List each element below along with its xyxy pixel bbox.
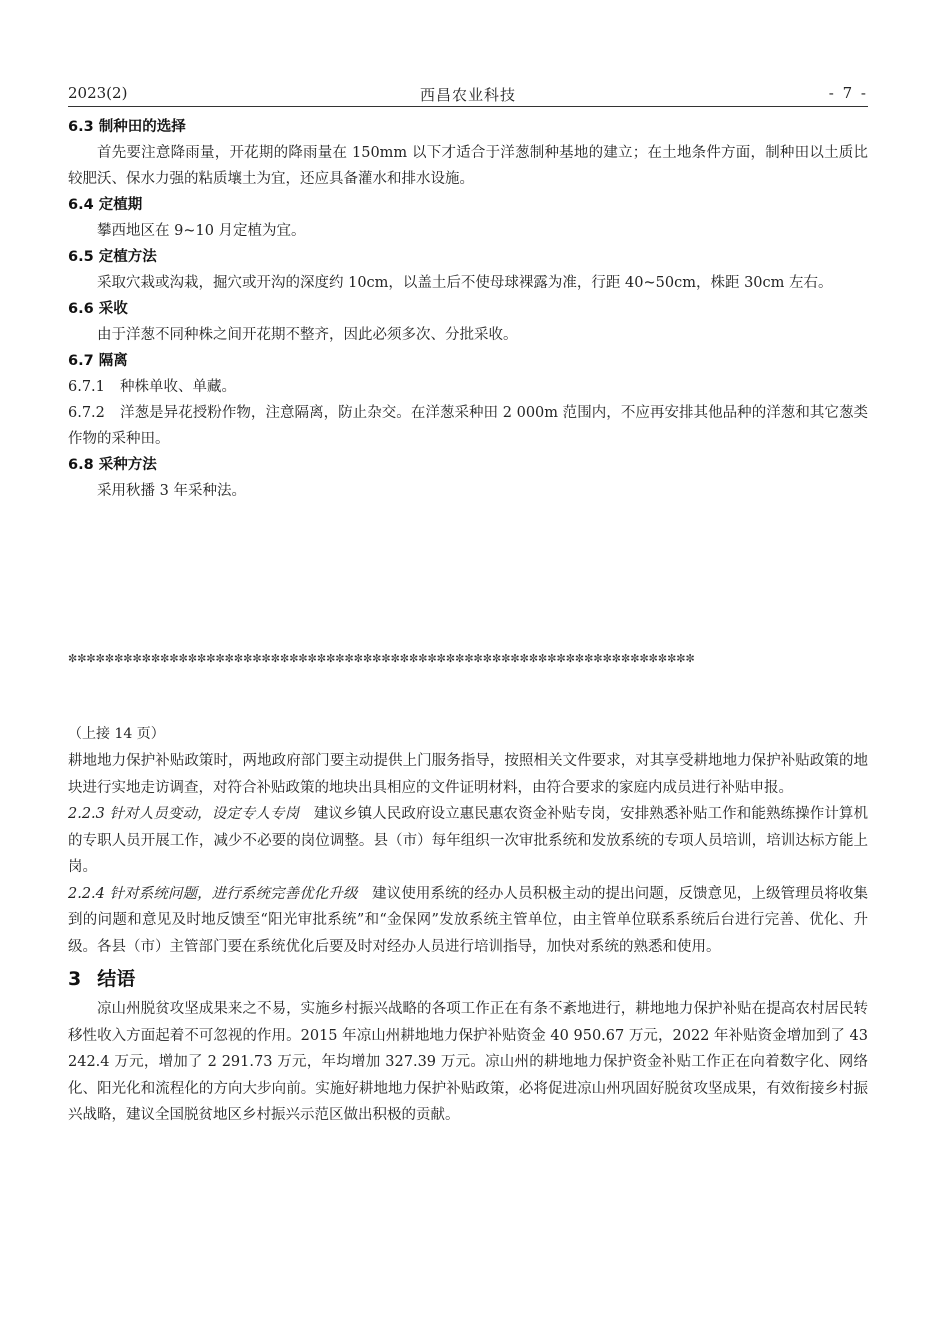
paragraph-6-4: 攀西地区在 9~10 月定植为宜。 [97, 223, 306, 239]
heading-6-6: 6.6 采收 [68, 301, 128, 317]
text-2-2-3: 建议乡镇人民政府设立惠民惠农资金补贴专岗，安排熟悉补贴工作和能熟练操作计算机的专职人员开展工作，减少不必要的岗位调整。县（市）每年组织一次审批系统和发放系统的专项人员培训，培训达标方能上岗。 [68, 806, 868, 875]
item-6-7-1 [68, 374, 868, 400]
heading-6-8: 6.8 采种方法 [68, 457, 157, 473]
conclusion-paragraph: 凉山州脱贫攻坚成果来之不易，实施乡村振兴战略的各项工作正在有条不紊地进行，耕地地力保护补贴在提高农村居民转移性收入方面起着不可忽视的作用。2015 年凉山州耕地地力保护补贴资金 40 950.67 万元，2022 年补贴资金增加到了 43 242.4 万元，增加了 2 291.73 万元，年均增加 327.39 万元。凉山州的耕地地力保护资金补贴工作正在向着数字化、网络化、阳光化和流程化的方向大步向前。实施好耕地地力保护补贴政策，必将促进凉山州巩固好脱贫攻坚成果，有效衔接乡村振兴战略，建议全国脱贫地区乡村振兴示范区做出积极的贡献。 [68, 1001, 868, 1123]
heading-conclusion [68, 962, 868, 996]
journal-title: 西昌农业科技 [419, 86, 516, 104]
heading-6-3: 6.3 制种田的选择 [68, 119, 186, 135]
text-2-2-4: 建议使用系统的经办人员积极主动的提出问题，反馈意见，上级管理员将收集到的问题和意见及时地反馈至“阳光审批系统”和“金保网”发放系统主管单位，由主管单位联系系统后台进行完善、优化、升级。各县（市）主管部门要在系统优化后要及时对经办人员进行培训指导，加快对系统的熟悉和使用。 [68, 885, 868, 955]
ornamental-divider: ✼✼✼✼✼✼✼✼✼✼✼✼✼✼✼✼✼✼✼✼✼✼✼✼✼✼✼✼✼✼✼✼✼✼✼✼✼✼✼✼✼✼✼✼✼✼✼✼✼✼✼✼✼✼✼✼✼✼✼✼✼✼✼✼✼✼✼✼ [68, 652, 695, 665]
paragraph-6-6: 由于洋葱不同种株之间开花期不整齐，因此必须多次、分批采收。 [97, 327, 518, 343]
paragraph-2-2-4 [68, 881, 868, 961]
continued-article [68, 722, 868, 1129]
item-number: 6.7.2 [68, 405, 105, 421]
page-number: - 7 - [828, 84, 868, 102]
item-text: 洋葱是异花授粉作物，注意隔离，防止杂交。在洋葱采种田 2 000m 范围内，不应再安排其他品种的洋葱和其它葱类作物的采种田。 [68, 405, 868, 447]
section-number: 3 [68, 968, 82, 990]
paragraph-6-3: 首先要注意降雨量，开花期的降雨量在 150mm 以下才适合于洋葱制种基地的建立；在土地条件方面，制种田以土质比较肥沃、保水力强的粘质壤土为宜，还应具备灌水和排水设施。 [68, 145, 868, 187]
paragraph-6-5: 采取穴栽或沟栽，掘穴或开沟的深度约 10cm，以盖土后不使母球裸露为准，行距 40~50cm，株距 30cm 左右。 [97, 275, 833, 291]
subheading-2-2-4: 2.2.4 针对系统问题，进行系统完善优化升级 [68, 885, 358, 902]
issue-number: 2023(2) [68, 84, 128, 102]
item-6-7-2 [68, 400, 868, 452]
heading-6-4: 6.4 定植期 [68, 197, 143, 213]
item-number: 6.7.1 [68, 379, 105, 395]
running-header [68, 82, 868, 107]
item-text: 种株单收、单藏。 [120, 379, 236, 395]
heading-6-7: 6.7 隔离 [68, 353, 128, 369]
section-6-body [68, 114, 868, 504]
paragraph-6-8: 采用秋播 3 年采种法。 [97, 483, 246, 499]
heading-6-5: 6.5 定植方法 [68, 249, 157, 265]
paragraph-2-2-3 [68, 801, 868, 881]
section-title: 结语 [97, 968, 136, 990]
subheading-2-2-3: 2.2.3 针对人员变动，设定专人专岗 [68, 806, 300, 822]
continued-note: （上接 14 页） [68, 726, 165, 742]
continued-paragraph: 耕地地力保护补贴政策时，两地政府部门要主动提供上门服务指导，按照相关文件要求，对其享受耕地地力保护补贴政策的地块进行实地走访调查，对符合补贴政策的地块出具相应的文件证明材料，由符合要求的家庭内成员进行补贴申报。 [68, 753, 868, 796]
